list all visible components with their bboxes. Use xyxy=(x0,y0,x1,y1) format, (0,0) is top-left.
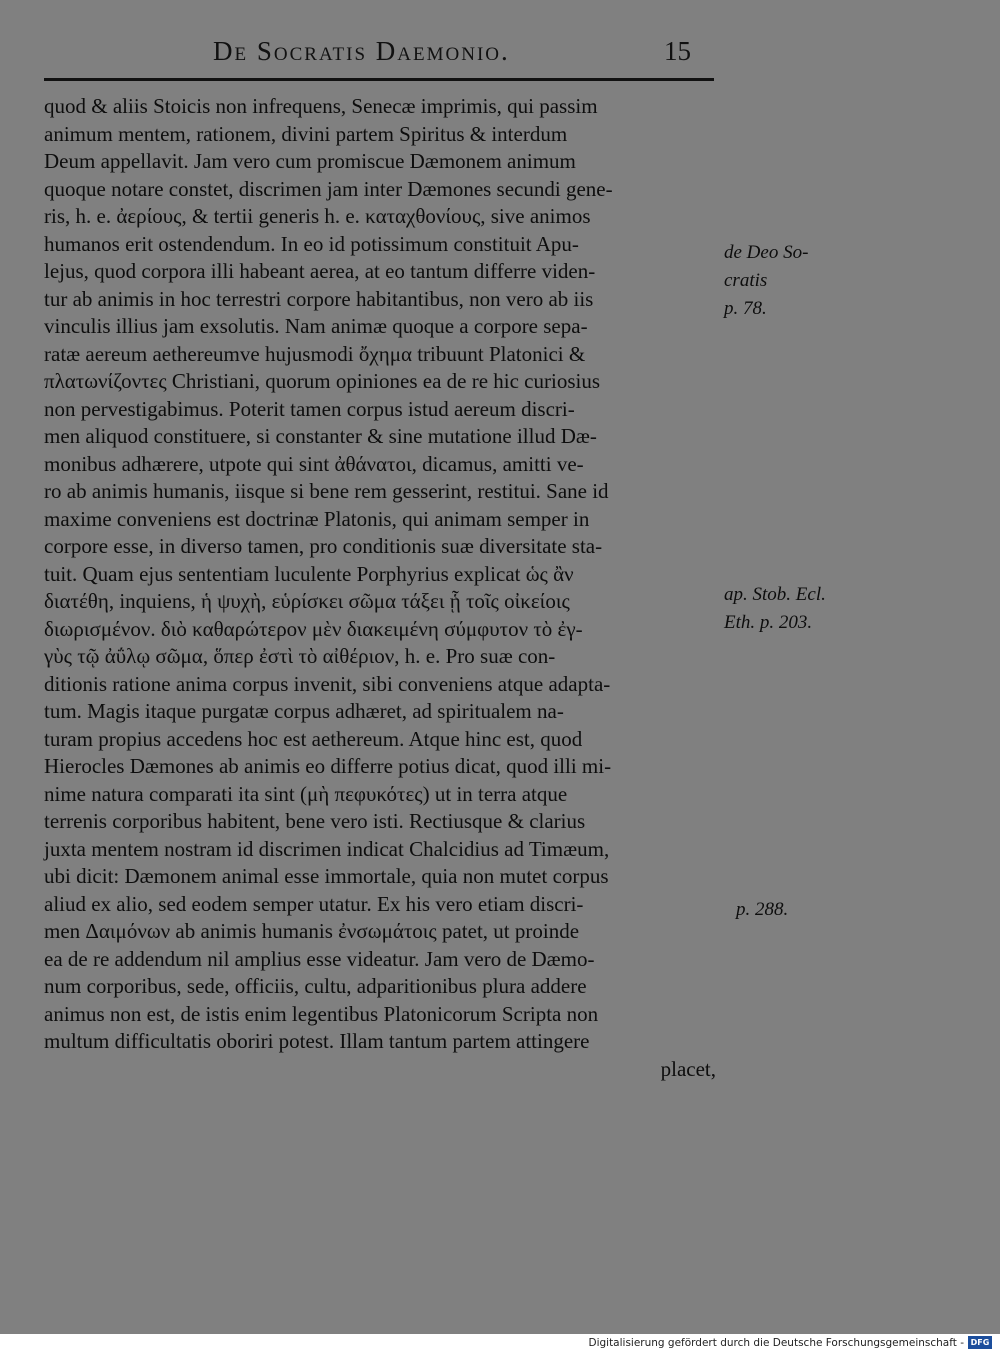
text-line: διωρισμένον. διὸ καθαρώτερον μὲν διακειμένη σύμφυτον τὸ ἐγ- xyxy=(44,616,583,641)
text-line: ubi dicit: Dæmonem animal esse immortale, quia non mutet corpus xyxy=(44,864,609,888)
text-line: multum difficultatis oboriri potest. Illam tantum partem attingere xyxy=(44,1029,590,1053)
text-line: tum. Magis itaque purgatæ corpus adhæret, ad spiritualem na- xyxy=(44,699,564,723)
text-line: quod & aliis Stoicis non infrequens, Senecæ imprimis, qui passim xyxy=(44,94,598,118)
text-line: quoque notare constet, discrimen jam inter Dæmones secundi gene- xyxy=(44,176,613,201)
text-line: turam propius accedens hoc est aethereum. Atque hinc est, quod xyxy=(44,726,583,751)
text-line: nime natura comparati ita sint (μὴ πεφυκότες) ut in terra atque xyxy=(44,781,568,806)
text-line: γὺς τῷ ἀΰλῳ σῶμα, ὅπερ ἐστὶ τὸ αἰθέριον, h. e. Pro suæ con- xyxy=(44,644,556,668)
text-line: ea de re addendum nil amplius esse videatur. Jam vero de Dæmo- xyxy=(44,946,595,971)
text-line: humanos erit ostendendum. In eo id potissimum constituit Apu- xyxy=(44,231,579,256)
text-line: tur ab animis in hoc terrestri corpore habitantibus, non vero ab iis xyxy=(44,286,594,311)
funding-credit: Digitalisierung gefördert durch die Deutsche Forschungsgemeinschaft - xyxy=(588,1337,964,1349)
text-line: διατέθη, inquiens, ἡ ψυχὴ, εὑρίσκει σῶμα τάξει ᾗ τοῖς οἰκείοις xyxy=(44,589,570,613)
header-rule xyxy=(44,78,714,81)
margin-note: ap. Stob. Ecl. xyxy=(724,584,826,605)
footer xyxy=(0,1334,1000,1352)
text-line: vinculis illius jam exsolutis. Nam animæ quoque a corpore sepa- xyxy=(44,314,588,338)
text-line: πλατωνίζοντες Christiani, quorum opiniones ea de re hic curiosius xyxy=(44,369,601,393)
margin-note: p. 288. xyxy=(736,899,789,920)
catchword: placet, xyxy=(660,1056,716,1081)
text-line: aliud ex alio, sed eodem semper utatur. Ex his vero etiam discri- xyxy=(44,891,584,916)
text-line: corpore esse, in diverso tamen, pro conditionis suæ diversitate sta- xyxy=(44,534,603,558)
dfg-logo: DFG xyxy=(968,1336,992,1349)
text-line: Deum appellavit. Jam vero cum promiscue Dæmonem animum xyxy=(44,149,576,173)
running-title: De Socratis Daemonio. xyxy=(213,36,510,66)
text-line: Hierocles Dæmones ab animis eo differre potius dicat, quod illi mi- xyxy=(44,754,612,778)
margin-note: Eth. p. 203. xyxy=(724,612,813,633)
text-line: animus non est, de istis enim legentibus Platonicorum Scripta non xyxy=(44,1001,599,1026)
text-line: men aliquod constituere, si constanter & sine mutatione illud Dæ- xyxy=(44,424,597,448)
text-line: juxta mentem nostram id discrimen indicat Chalcidius ad Timæum, xyxy=(44,836,610,861)
text-line: men Δαιμόνων ab animis humanis ἐνσωμάτοις patet, ut proinde xyxy=(44,919,580,943)
text-line: ris, h. e. ἀερίους, & tertii generis h. e. καταχθονίους, sive animos xyxy=(44,204,591,228)
text-line: non pervestigabimus. Poterit tamen corpus istud aereum discri- xyxy=(44,396,575,421)
body-text xyxy=(44,93,716,1083)
text-line: maxime conveniens est doctrinæ Platonis, qui animam semper in xyxy=(44,506,590,531)
text-line: ro ab animis humanis, iisque si bene rem gesserint, restitui. Sane id xyxy=(44,479,609,503)
text-line: ratæ aereum aethereumve hujusmodi ὄχημα tribuunt Platonici & xyxy=(44,341,586,366)
page-header xyxy=(0,36,1000,76)
margin-note: de Deo So- xyxy=(724,242,809,263)
text-line: tuit. Quam ejus sententiam luculente Porphyrius explicat ὡς ἂν xyxy=(44,561,574,586)
text-line: num corporibus, sede, officiis, cultu, adparitionibus plura addere xyxy=(44,974,587,998)
margin-note: p. 78. xyxy=(724,298,767,319)
text-line: ditionis ratione anima corpus invenit, sibi conveniens atque adapta- xyxy=(44,671,611,696)
text-line: lejus, quod corpora illi habeant aerea, at eo tantum differre viden- xyxy=(44,259,596,283)
text-line: animum mentem, rationem, divini partem Spiritus & interdum xyxy=(44,121,568,146)
margin-note: cratis xyxy=(724,270,768,291)
text-line: terrenis corporibus habitent, bene vero isti. Rectiusque & clarius xyxy=(44,809,586,833)
page-number: 15 xyxy=(664,36,691,66)
text-line: monibus adhærere, utpote qui sint ἀθάνατοι, dicamus, amitti ve- xyxy=(44,451,584,476)
